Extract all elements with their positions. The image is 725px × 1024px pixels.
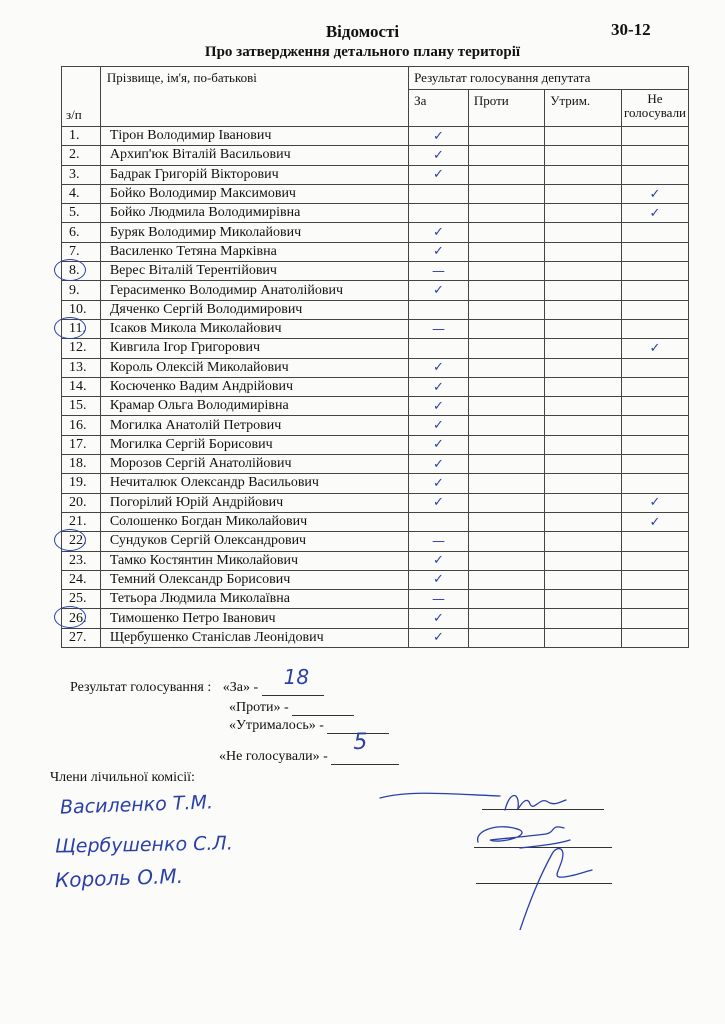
deputy-name: Погорілий Юрій Андрійович: [100, 493, 408, 512]
table-row: [62, 397, 689, 416]
vote-cell-for: [409, 184, 469, 203]
deputy-name: Щербушенко Станіслав Леонідович: [100, 628, 408, 647]
vote-cell-abstain: [545, 262, 622, 281]
dash-mark-icon: —: [431, 533, 445, 549]
dash-mark-icon: —: [431, 321, 445, 337]
vote-cell-against: [468, 590, 544, 609]
vote-cell-abstain: [545, 204, 622, 223]
table-row: [62, 435, 689, 454]
vote-cell-abstain: [545, 512, 622, 531]
circled-number-mark: [54, 606, 86, 628]
vote-cell-abstain: [545, 377, 622, 396]
vote-cell-for: [409, 551, 469, 570]
vote-cell-against: [468, 416, 544, 435]
row-number: 21.: [62, 512, 101, 531]
vote-cell-not-voted: [621, 358, 688, 377]
check-mark-icon: ✓: [433, 456, 444, 472]
against-blank: [292, 701, 354, 716]
circled-number-mark: [54, 259, 86, 281]
against-label: «Проти» -: [229, 700, 289, 715]
vote-cell-not-voted: [621, 416, 688, 435]
check-mark-icon: ✓: [433, 553, 444, 569]
check-mark-icon: ✓: [433, 630, 444, 646]
check-mark-icon: ✓: [649, 495, 661, 511]
vote-cell-against: [468, 493, 544, 512]
not-voted-blank: [331, 730, 399, 765]
row-number: 22.: [62, 532, 101, 551]
vote-cell-abstain: [545, 165, 622, 184]
vote-cell-not-voted: [621, 339, 688, 358]
row-number: 23.: [62, 551, 101, 570]
member-name-3: Король О.М.: [54, 863, 184, 893]
check-mark-icon: ✓: [433, 495, 444, 511]
vote-cell-not-voted: [621, 628, 688, 647]
vote-cell-for: [409, 455, 469, 474]
row-number: 26.: [62, 609, 101, 628]
row-number: 11.: [62, 319, 101, 338]
deputy-name: Буряк Володимир Миколайович: [100, 223, 408, 242]
vote-cell-not-voted: [621, 300, 688, 319]
vote-cell-for: [409, 358, 469, 377]
vote-cell-abstain: [545, 358, 622, 377]
deputy-name: Тамко Костянтин Миколайович: [100, 551, 408, 570]
row-number: 20.: [62, 493, 101, 512]
deputy-name: Могилка Сергій Борисович: [100, 435, 408, 454]
row-number: 25.: [62, 590, 101, 609]
check-mark-icon: ✓: [649, 186, 661, 202]
table-row: [62, 455, 689, 474]
vote-cell-not-voted: [621, 262, 688, 281]
vote-cell-for: [409, 319, 469, 338]
row-number: 7.: [62, 242, 101, 261]
table-row: [62, 300, 689, 319]
vote-cell-not-voted: [621, 281, 688, 300]
vote-cell-not-voted: [621, 435, 688, 454]
results-line-not-voted: [219, 730, 399, 765]
circled-number-mark: [54, 317, 86, 339]
row-number: 3.: [62, 165, 101, 184]
vote-cell-for: [409, 223, 469, 242]
member-name-2: Щербушенко С.Л.: [54, 832, 233, 858]
vote-cell-not-voted: [621, 493, 688, 512]
vote-cell-not-voted: [621, 165, 688, 184]
vote-cell-abstain: [545, 300, 622, 319]
dash-mark-icon: —: [431, 263, 445, 279]
table-row: [62, 590, 689, 609]
vote-cell-for: [409, 127, 469, 146]
table-row: [62, 628, 689, 647]
vote-cell-abstain: [545, 184, 622, 203]
vote-cell-against: [468, 570, 544, 589]
deputy-name: Король Олексій Миколайович: [100, 358, 408, 377]
document-subtitle: Про затвердження детального плану території: [204, 44, 521, 60]
vote-cell-not-voted: [621, 319, 688, 338]
vote-cell-against: [468, 474, 544, 493]
check-mark-icon: ✓: [649, 205, 661, 221]
check-mark-icon: ✓: [433, 147, 444, 163]
member-name-1: Василенко Т.М.: [59, 791, 214, 819]
results-line-against: [229, 700, 354, 716]
vote-cell-not-voted: [621, 204, 688, 223]
header-against: Проти: [468, 90, 544, 127]
table-row: [62, 319, 689, 338]
vote-cell-against: [468, 184, 544, 203]
row-number: 15.: [62, 397, 101, 416]
row-number: 4.: [62, 184, 101, 203]
table-row: [62, 609, 689, 628]
deputy-name: Могилка Анатолій Петрович: [100, 416, 408, 435]
vote-cell-not-voted: [621, 609, 688, 628]
table-row: [62, 551, 689, 570]
signature-1: [380, 793, 566, 810]
vote-cell-against: [468, 300, 544, 319]
check-mark-icon: ✓: [433, 418, 444, 434]
not-voted-value: 5: [353, 730, 368, 755]
deputy-name: Крамар Ольга Володимирівна: [100, 397, 408, 416]
table-row: [62, 358, 689, 377]
table-row: [62, 127, 689, 146]
vote-cell-not-voted: [621, 551, 688, 570]
deputy-name: Тимошенко Петро Іванович: [100, 609, 408, 628]
vote-cell-abstain: [545, 319, 622, 338]
check-mark-icon: ✓: [433, 225, 444, 241]
check-mark-icon: ✓: [433, 283, 444, 299]
vote-cell-for: [409, 512, 469, 531]
vote-cell-for: [409, 493, 469, 512]
check-mark-icon: ✓: [433, 398, 444, 414]
vote-cell-against: [468, 435, 544, 454]
deputy-name: Архип'юк Віталій Васильович: [100, 146, 408, 165]
vote-cell-abstain: [545, 455, 622, 474]
vote-cell-not-voted: [621, 242, 688, 261]
header-not-voted: Не голосували: [621, 90, 688, 127]
vote-cell-not-voted: [621, 127, 688, 146]
document-title: Відомості: [325, 22, 400, 41]
vote-cell-abstain: [545, 609, 622, 628]
vote-cell-for: [409, 628, 469, 647]
vote-cell-not-voted: [621, 570, 688, 589]
vote-cell-abstain: [545, 435, 622, 454]
deputy-name: Василенко Тетяна Марківна: [100, 242, 408, 261]
voting-table: [61, 66, 689, 648]
vote-cell-for: [409, 377, 469, 396]
table-row: [62, 262, 689, 281]
vote-cell-for: [409, 435, 469, 454]
vote-cell-abstain: [545, 146, 622, 165]
header-name: Прізвище, ім'я, по-батькові: [100, 67, 408, 127]
vote-cell-against: [468, 223, 544, 242]
results-label: Результат голосування :: [70, 680, 212, 695]
vote-cell-against: [468, 358, 544, 377]
table-row: [62, 223, 689, 242]
check-mark-icon: ✓: [649, 514, 661, 530]
row-number: 5.: [62, 204, 101, 223]
vote-cell-abstain: [545, 532, 622, 551]
header-result: Результат голосування депутата: [409, 67, 689, 90]
vote-cell-against: [468, 319, 544, 338]
vote-cell-against: [468, 512, 544, 531]
check-mark-icon: ✓: [433, 611, 444, 627]
dash-mark-icon: —: [431, 591, 445, 607]
vote-cell-abstain: [545, 474, 622, 493]
for-value: 18: [283, 665, 310, 689]
row-number: 13.: [62, 358, 101, 377]
vote-cell-for: [409, 570, 469, 589]
vote-cell-against: [468, 242, 544, 261]
vote-cell-not-voted: [621, 223, 688, 242]
row-number: 24.: [62, 570, 101, 589]
vote-cell-abstain: [545, 281, 622, 300]
vote-cell-not-voted: [621, 474, 688, 493]
vote-cell-abstain: [545, 493, 622, 512]
row-number: 6.: [62, 223, 101, 242]
row-number: 27.: [62, 628, 101, 647]
table-row: [62, 165, 689, 184]
row-number: 9.: [62, 281, 101, 300]
vote-cell-abstain: [545, 339, 622, 358]
deputy-name: Герасименко Володимир Анатолійович: [100, 281, 408, 300]
header-abstain: Утрим.: [545, 90, 622, 127]
vote-cell-not-voted: [621, 377, 688, 396]
not-voted-label: «Не голосували» -: [219, 749, 328, 764]
deputy-name: Темний Олександр Борисович: [100, 570, 408, 589]
vote-cell-abstain: [545, 570, 622, 589]
row-number: 19.: [62, 474, 101, 493]
deputy-name: Косюченко Вадим Андрійович: [100, 377, 408, 396]
vote-cell-not-voted: [621, 397, 688, 416]
deputy-name: Бойко Володимир Максимович: [100, 184, 408, 203]
deputy-name: Бойко Людмила Володимирівна: [100, 204, 408, 223]
check-mark-icon: ✓: [433, 128, 444, 144]
results-line-for: [70, 665, 324, 696]
row-number: 8.: [62, 262, 101, 281]
deputy-name: Тірон Володимир Іванович: [100, 127, 408, 146]
deputy-name: Тетьора Людмила Миколаївна: [100, 590, 408, 609]
vote-cell-for: [409, 532, 469, 551]
vote-cell-against: [468, 146, 544, 165]
row-number: 1.: [62, 127, 101, 146]
vote-cell-against: [468, 551, 544, 570]
vote-cell-for: [409, 397, 469, 416]
vote-cell-against: [468, 204, 544, 223]
vote-cell-against: [468, 397, 544, 416]
check-mark-icon: ✓: [433, 244, 444, 260]
vote-cell-against: [468, 339, 544, 358]
deputy-name: Нечиталюк Олександр Васильович: [100, 474, 408, 493]
table-row: [62, 242, 689, 261]
check-mark-icon: ✓: [649, 340, 661, 356]
table-row: [62, 532, 689, 551]
vote-cell-for: [409, 242, 469, 261]
signature-2: [478, 827, 570, 848]
table-row: [62, 570, 689, 589]
vote-cell-against: [468, 262, 544, 281]
check-mark-icon: ✓: [433, 475, 444, 491]
check-mark-icon: ✓: [433, 360, 444, 376]
table-row: [62, 281, 689, 300]
vote-cell-for: [409, 146, 469, 165]
vote-cell-against: [468, 281, 544, 300]
vote-cell-for: [409, 281, 469, 300]
check-mark-icon: ✓: [433, 437, 444, 453]
vote-cell-abstain: [545, 416, 622, 435]
for-blank: [262, 665, 324, 696]
vote-cell-against: [468, 455, 544, 474]
signatures-picture: [370, 780, 630, 930]
header-for: За: [409, 90, 469, 127]
table-row: [62, 377, 689, 396]
vote-cell-not-voted: [621, 590, 688, 609]
vote-cell-not-voted: [621, 455, 688, 474]
row-number: 12.: [62, 339, 101, 358]
vote-cell-not-voted: [621, 532, 688, 551]
table-row: [62, 204, 689, 223]
vote-cell-against: [468, 127, 544, 146]
vote-cell-for: [409, 416, 469, 435]
deputy-name: Дяченко Сергій Володимирович: [100, 300, 408, 319]
row-number: 18.: [62, 455, 101, 474]
vote-cell-against: [468, 165, 544, 184]
vote-cell-abstain: [545, 551, 622, 570]
commission-label: Члени лічильної комісії:: [50, 770, 195, 785]
abstain-label: «Утрималось» -: [229, 718, 324, 733]
vote-cell-for: [409, 609, 469, 628]
vote-cell-not-voted: [621, 184, 688, 203]
vote-cell-for: [409, 204, 469, 223]
deputy-name: Кивгила Ігор Григорович: [100, 339, 408, 358]
row-number: 10.: [62, 300, 101, 319]
vote-cell-for: [409, 590, 469, 609]
table-row: [62, 493, 689, 512]
table-row: [62, 416, 689, 435]
document-number: 30-12: [611, 20, 651, 39]
signature-3: [520, 849, 592, 930]
table-row: [62, 474, 689, 493]
vote-cell-abstain: [545, 223, 622, 242]
deputy-name: Верес Віталій Терентійович: [100, 262, 408, 281]
row-number: 17.: [62, 435, 101, 454]
vote-cell-abstain: [545, 590, 622, 609]
vote-cell-against: [468, 628, 544, 647]
circled-number-mark: [54, 529, 86, 551]
row-number: 14.: [62, 377, 101, 396]
vote-cell-abstain: [545, 242, 622, 261]
vote-cell-not-voted: [621, 512, 688, 531]
vote-cell-for: [409, 474, 469, 493]
vote-cell-for: [409, 262, 469, 281]
row-number: 2.: [62, 146, 101, 165]
deputy-name: Бадрак Григорій Вікторович: [100, 165, 408, 184]
check-mark-icon: ✓: [433, 167, 444, 183]
deputy-name: Морозов Сергій Анатолійович: [100, 455, 408, 474]
vote-cell-against: [468, 532, 544, 551]
header-number: з/п: [62, 67, 101, 127]
row-number: 16.: [62, 416, 101, 435]
table-row: [62, 184, 689, 203]
vote-cell-against: [468, 609, 544, 628]
table-row: [62, 512, 689, 531]
vote-cell-for: [409, 165, 469, 184]
vote-cell-for: [409, 339, 469, 358]
table-row: [62, 146, 689, 165]
vote-cell-abstain: [545, 127, 622, 146]
table-row: [62, 339, 689, 358]
for-label: «За» -: [222, 680, 259, 695]
deputy-name: Ісаков Микола Миколайович: [100, 319, 408, 338]
vote-cell-not-voted: [621, 146, 688, 165]
vote-cell-for: [409, 300, 469, 319]
check-mark-icon: ✓: [433, 379, 444, 395]
vote-cell-abstain: [545, 397, 622, 416]
vote-cell-against: [468, 377, 544, 396]
check-mark-icon: ✓: [433, 572, 444, 588]
deputy-name: Солошенко Богдан Миколайович: [100, 512, 408, 531]
deputy-name: Сундуков Сергій Олександрович: [100, 532, 408, 551]
vote-cell-abstain: [545, 628, 622, 647]
